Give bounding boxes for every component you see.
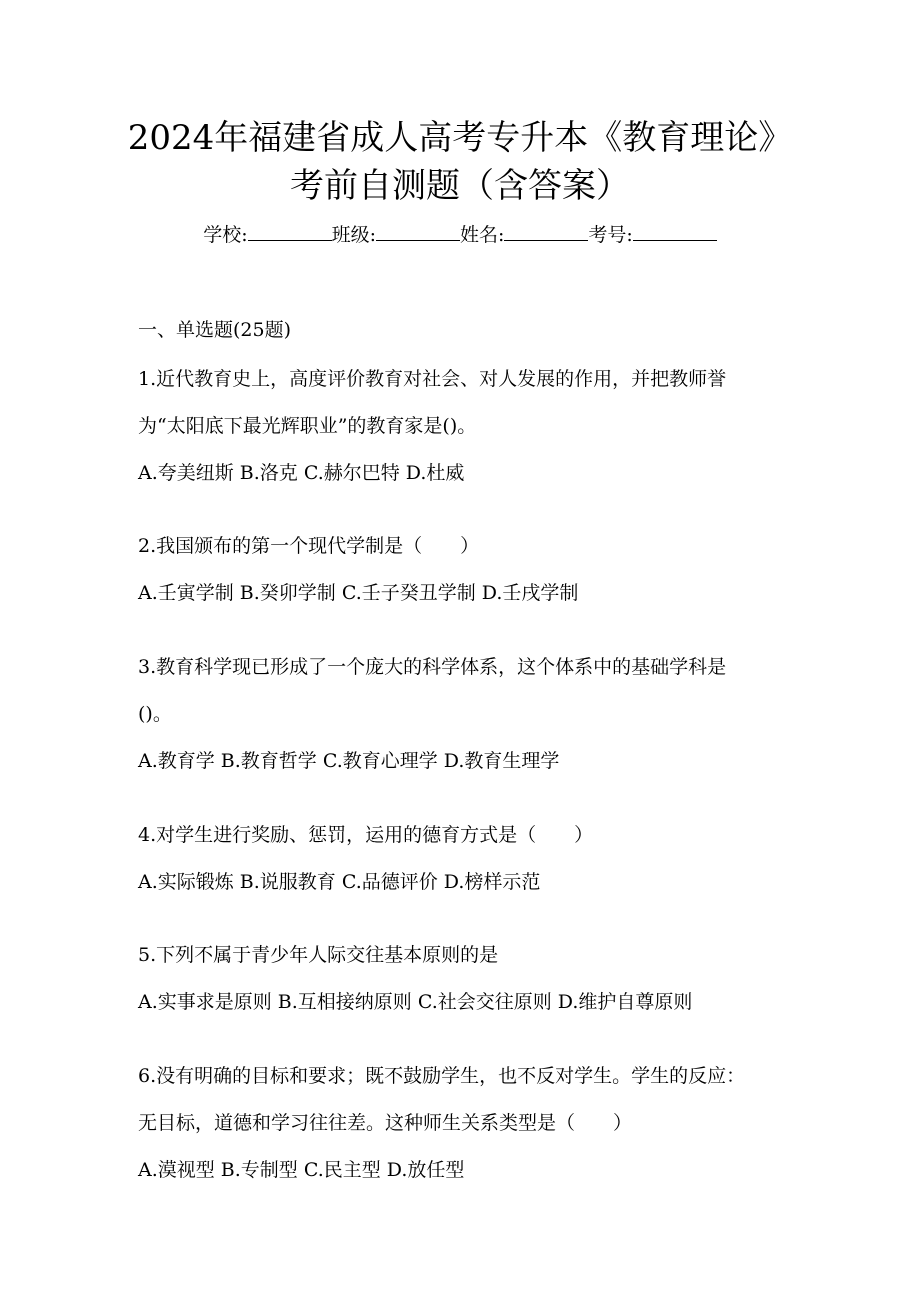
question-4-options: A.实际锻炼 B.说服教育 C.品德评价 D.榜样示范 xyxy=(138,871,541,893)
student-info-line xyxy=(0,222,920,248)
question-2-stem-line-1: 2.我国颁布的第一个现代学制是（ ） xyxy=(138,535,480,557)
number-blank xyxy=(633,222,717,241)
question-1-stem-line-2: 为“太阳底下最光辉职业”的教育家是()。 xyxy=(138,415,477,437)
question-5-options: A.实事求是原则 B.互相接纳原则 C.社会交往原则 D.维护自尊原则 xyxy=(138,991,693,1013)
question-6-stem-line-2: 无目标，道德和学习往往差。这种师生关系类型是（ ） xyxy=(138,1112,633,1134)
question-1-options: A.夸美纽斯 B.洛克 C.赫尔巴特 D.杜威 xyxy=(138,462,465,484)
question-6-options: A.漠视型 B.专制型 C.民主型 D.放任型 xyxy=(138,1159,465,1181)
school-blank xyxy=(248,222,332,241)
question-3-stem-line-2: ()。 xyxy=(138,703,172,725)
document-title-line-2: 考前自测题（含答案） xyxy=(290,166,630,206)
name-blank xyxy=(504,222,588,241)
number-label: 考号: xyxy=(588,224,633,246)
class-label: 班级: xyxy=(331,224,376,246)
question-6-stem-line-1: 6.没有明确的目标和要求；既不鼓励学生，也不反对学生。学生的反应： xyxy=(138,1065,746,1087)
question-3-options: A.教育学 B.教育哲学 C.教育心理学 D.教育生理学 xyxy=(138,750,560,772)
question-1-stem-line-1: 1.近代教育史上，高度评价教育对社会、对人发展的作用，并把教师誉 xyxy=(138,368,727,390)
school-label: 学校: xyxy=(203,224,248,246)
question-3-stem-line-1: 3.教育科学现已形成了一个庞大的科学体系，这个体系中的基础学科是 xyxy=(138,656,727,678)
question-5-stem-line-1: 5.下列不属于青少年人际交往基本原则的是 xyxy=(138,944,499,966)
class-blank xyxy=(376,222,460,241)
question-2-options: A.壬寅学制 B.癸卯学制 C.壬子癸丑学制 D.壬戌学制 xyxy=(138,582,579,604)
question-4-stem-line-1: 4.对学生进行奖励、惩罚，运用的德育方式是（ ） xyxy=(138,824,594,846)
name-label: 姓名: xyxy=(460,224,505,246)
section-heading: 一、单选题(25题) xyxy=(138,319,292,341)
document-title-line-1: 2024年福建省成人高考专升本《教育理论》 xyxy=(127,118,793,158)
